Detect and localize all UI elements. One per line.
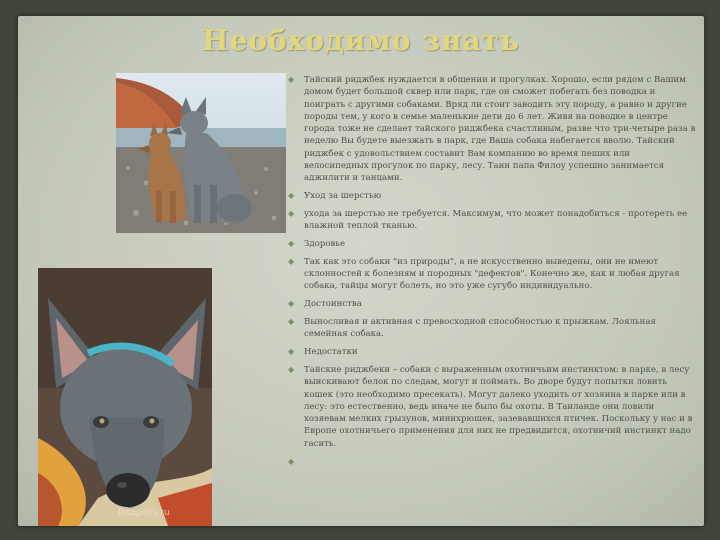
bullet-text: Недостатки	[304, 347, 358, 358]
bullet-item	[286, 346, 696, 358]
photo-watermark: fotoprofy.ru	[118, 508, 170, 518]
bullet-text: Достоинства	[304, 299, 362, 310]
bullet-list	[286, 74, 696, 471]
bullet-item	[286, 256, 696, 293]
bullet-item	[286, 364, 696, 450]
bullet-icon: ◆	[288, 317, 295, 327]
bullet-icon: ◆	[288, 191, 295, 201]
bullet-item	[286, 208, 696, 233]
bullet-icon: ◆	[288, 456, 295, 466]
bullet-icon: ◆	[288, 347, 295, 357]
photo-two-dogs-beach	[116, 73, 286, 233]
bullet-text: Здоровье	[304, 239, 346, 250]
bullet-text: Уход за шерстью	[304, 191, 382, 202]
photo-dog-portrait	[38, 268, 212, 526]
bullet-item	[286, 316, 696, 341]
bullet-item	[286, 74, 696, 185]
bullet-text: Выносливая и активная с превосходной способностью к прыжкам. Лояльная семейная собака.	[304, 317, 656, 340]
bullet-icon: ◆	[288, 364, 295, 374]
bullet-item	[286, 238, 696, 250]
bullet-text: Тайский риджбек нуждается в общении и прогулках. Хорошо, если рядом с Вашим домом будет большой сквер или парк, где он сможет побегать без поводка и поиграть с другими собаками. Вряд ли стоит заводить эту породу, а равно и другие породы тем, у кого в семье маленькие дети до 6 лет. Живя на поводке в центре города тоже не сделает тайского риджбека счастливым, разве что три-четыре раза в неделю Вы будете выезжать в парк, где Ваша собака набегается вволю. Тайский риджбек с удовольствием составит Вам компанию во время пеших или велосипедных прогулок по парку, лесу. Таин папа Филоу успешно занимается аджилити и танцами.	[304, 75, 696, 184]
bullet-item	[286, 456, 696, 466]
bullet-icon: ◆	[288, 299, 295, 309]
bullet-icon: ◆	[288, 75, 295, 84]
bullet-icon: ◆	[288, 256, 295, 266]
slide-title: Необходимо знать	[201, 24, 521, 57]
bullet-text: Так как это собаки "из природы", а не искусственно выведены, они не имеют склонностей к болезням и породных "дефектов". Конечно же, как и любая другая собака, тайцы могут болеть, но это уже сугубо индивидуально.	[304, 256, 680, 292]
slide	[18, 16, 704, 526]
bullet-item	[286, 190, 696, 202]
bullet-icon: ◆	[288, 239, 295, 249]
bullet-item	[286, 298, 696, 310]
bullet-icon: ◆	[288, 208, 295, 218]
bullet-text: ухода за шерстью не требуется. Максимум, что может понадобиться - протереть ее влажной теплой тканью.	[304, 208, 688, 232]
bullet-text: Тайские риджбеки – собаки с выраженным охотничьим инстинктом: в парке, в лесу выискивают белок по следам, могут и поймать. Во дворе будут попытки ловить кошек (это необходимо пресекать). Могут далеко уходить от хозяина в парке или в лесу: это естественно, ведь иначе не было бы охоты. В Таиланде они ловили хозяевам мелких грызунов, минихрюшек, зазевавшихся птичек. Поскольку у нас и в Европе охотничьего применения для них не предвидится, охотничий инстинкт надо гасить.	[304, 364, 693, 449]
